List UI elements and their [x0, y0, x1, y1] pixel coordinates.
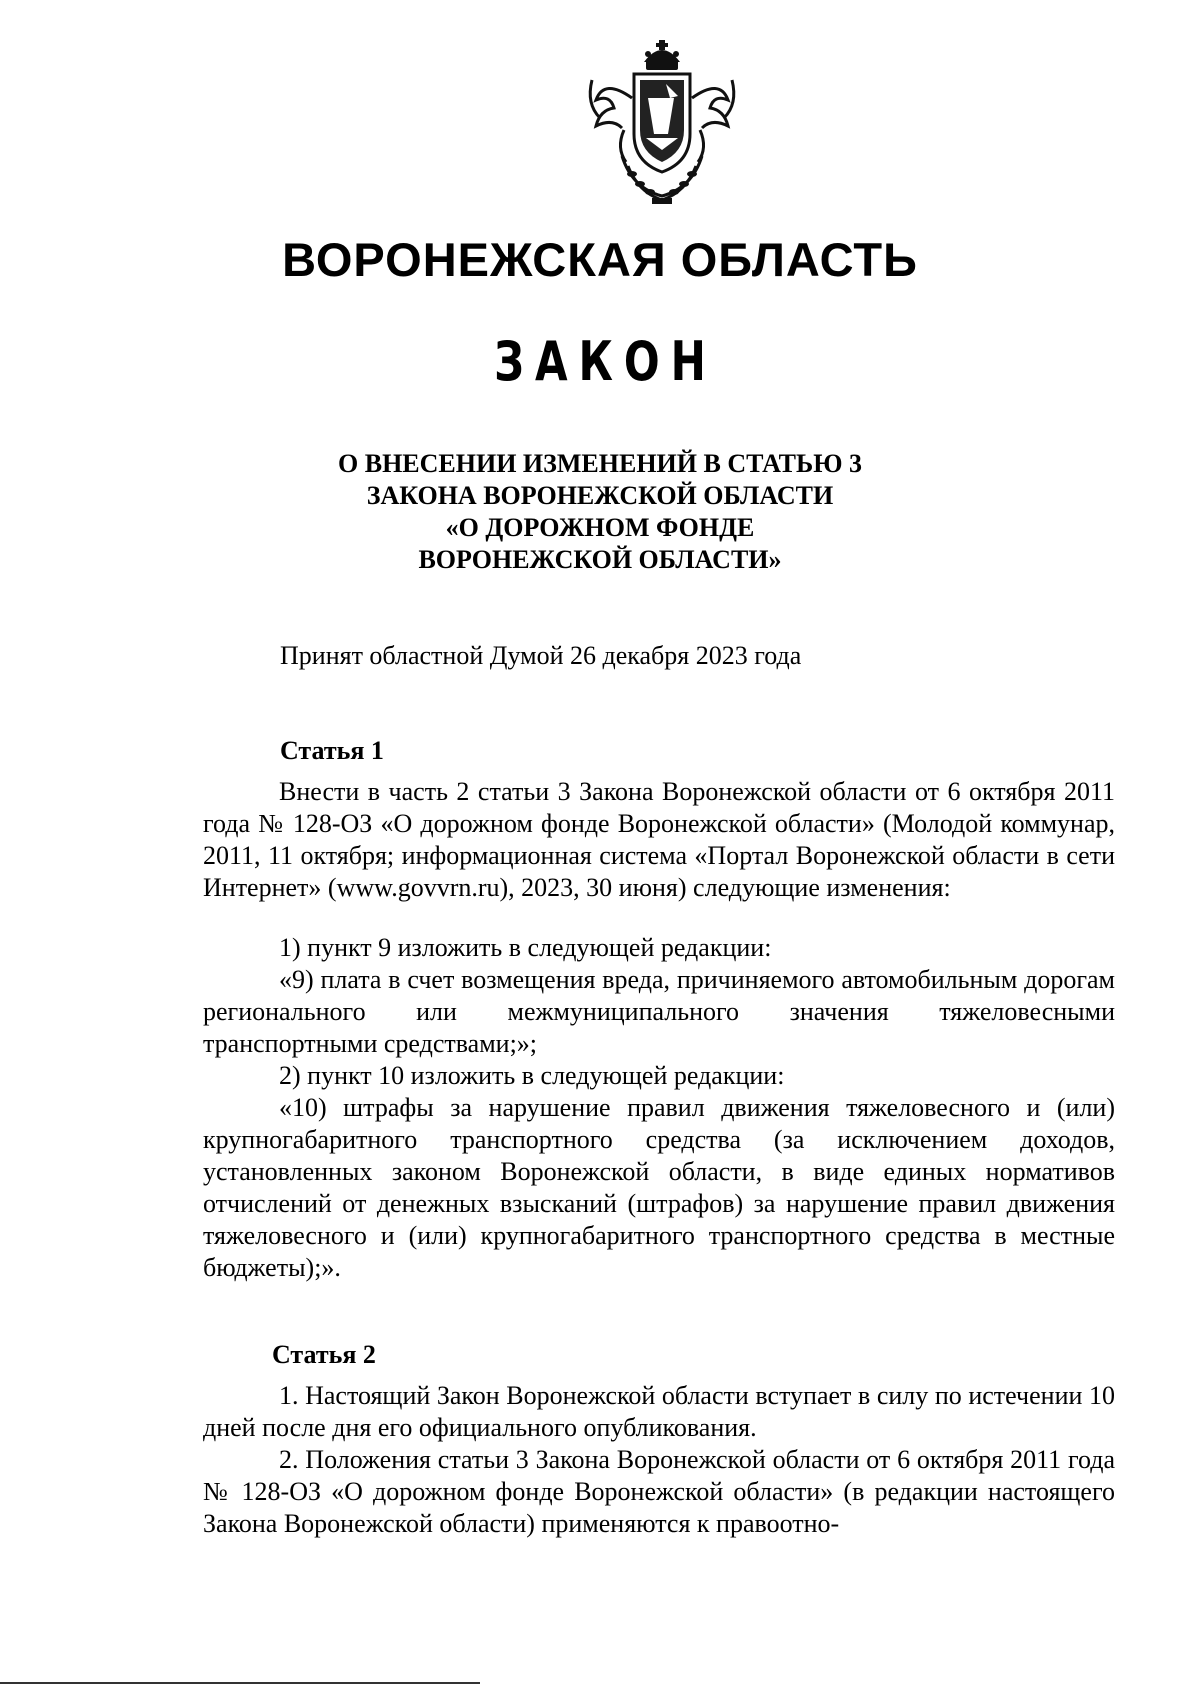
article-1-item-1-text: «9) плата в счет возмещения вреда, причиняемого автомобильным дорогам регионального или межмуниципального значения тяжеловесными транспортными средствами;»;	[203, 965, 1115, 1058]
subject-line: ЗАКОНА ВОРОНЕЖСКОЙ ОБЛАСТИ	[366, 481, 834, 510]
article-1-intro: Внести в часть 2 статьи 3 Закона Воронежской области от 6 октября 2011 года № 128-ОЗ «О дорожном фонде Воронежской области» (Молодой коммунар, 2011, 11 октября; информационная система «Портал Воронежской области в сети Интернет» (www.govvrn.ru), 2023, 30 июня) следующие изменения:	[203, 777, 1115, 902]
article-1-item-1: 1) пункт 9 изложить в следующей редакции:	[279, 933, 772, 962]
document-type-title: ЗАКОН	[494, 330, 717, 393]
article-2-paragraph-1: 1. Настоящий Закон Воронежской области вступает в силу по истечении 10 дней после дня его официального опубликования.	[203, 1381, 1115, 1442]
article-2-paragraph-2: 2. Положения статьи 3 Закона Воронежской области от 6 октября 2011 года № 128-ОЗ «О дорожном фонде Воронежской области» (в редакции настоящего Закона Воронежской области) применяются к правоотно-	[203, 1445, 1115, 1538]
subject-line: ВОРОНЕЖСКОЙ ОБЛАСТИ»	[418, 545, 782, 574]
article-1-item-2-text: «10) штрафы за нарушение правил движения тяжеловесного и (или) крупногабаритного транспортного средства (за исключением доходов, установленных законом Воронежской области, в виде единых нормативов отчислений от денежных взысканий (штрафов) за нарушение правил движения тяжеловесного и (или) крупногабаритного транспортного средства в местные бюджеты);».	[203, 1093, 1115, 1282]
article-2-body	[203, 1380, 1115, 1540]
coat-of-arms-icon	[582, 38, 742, 208]
law-subject	[0, 448, 1200, 576]
scan-edge-line	[0, 1682, 480, 1684]
article-1-heading: Статья 1	[280, 736, 384, 765]
adoption-date: Принят областной Думой 26 декабря 2023 года	[280, 641, 802, 670]
article-2-heading: Статья 2	[272, 1340, 376, 1369]
subject-line: О ВНЕСЕНИИ ИЗМЕНЕНИЙ В СТАТЬЮ 3	[338, 449, 862, 478]
article-1-body	[203, 776, 1115, 1284]
region-title: ВОРОНЕЖСКАЯ ОБЛАСТЬ	[282, 233, 918, 286]
subject-line: «О ДОРОЖНОМ ФОНДЕ	[445, 513, 755, 542]
article-1-item-2: 2) пункт 10 изложить в следующей редакции:	[279, 1061, 785, 1090]
